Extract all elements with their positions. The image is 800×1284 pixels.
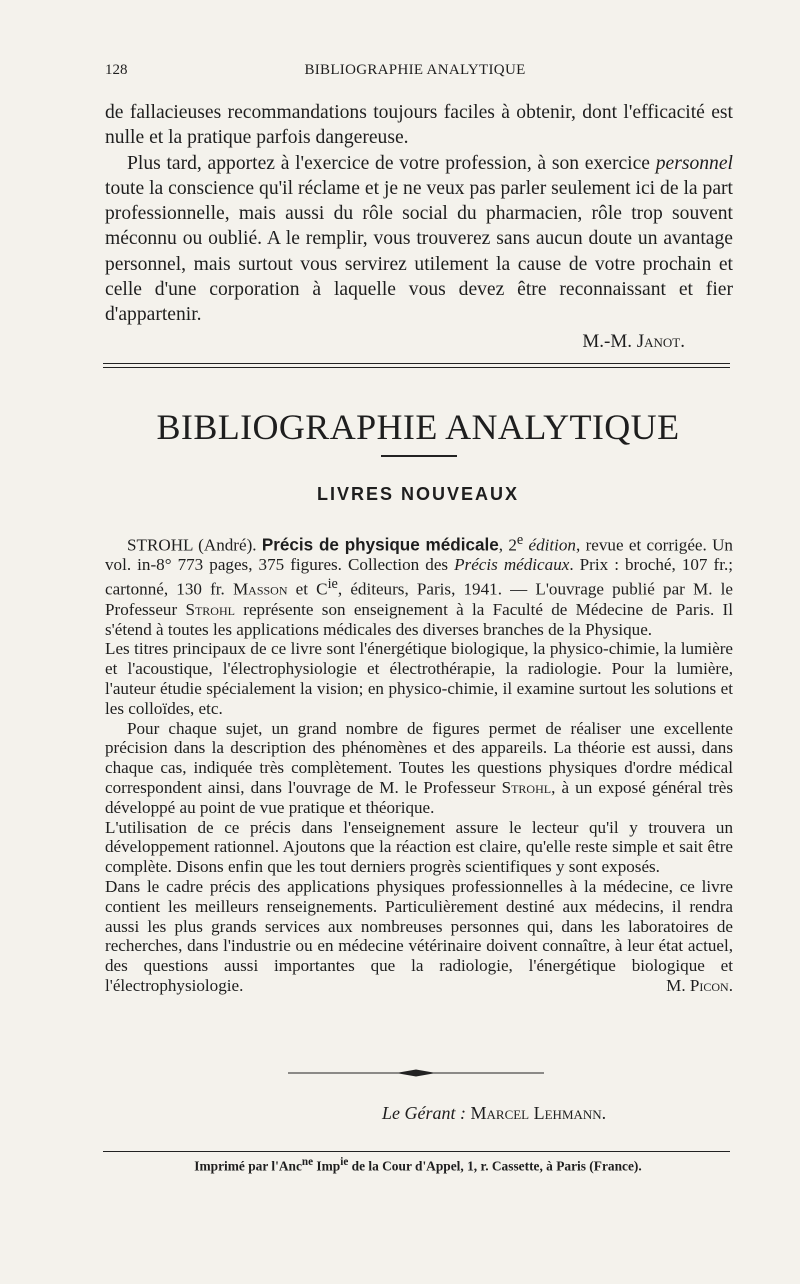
title-underline xyxy=(381,455,457,457)
paragraph: STROHL (André). Précis de physique médicale, 2e édition, revue et corrigée. Un vol. in-8° 773 pages, 375 figures. Collection des Précis médicaux. Prix : broché, 107 fr.; cartonné, 130 fr. Masson et $C^{ie}$, éditeurs, Paris, 1941. — L'ouvrage publié par M. le Professeur Strohl représente son enseignement à la Faculté de Médecine de Paris. Il s'étend à toutes les applications médicales des diverses branches de la Physique. xyxy=(105,532,733,639)
running-title: BIBLIOGRAPHIE ANALYTIQUE xyxy=(304,62,526,78)
paragraph: Pour chaque sujet, un grand nombre de figures permet de réaliser une excellente précision dans la description des phénomènes et des appareils. La théorie est aussi, dans chaque cas, indiquée très complètement. Toutes les questions physiques d'ordre médical correspondent ainsi, dans l'ouvrage de M. le Professeur Strohl, à un exposé général très développé au point de vue pratique et théorique. xyxy=(105,718,734,817)
footer-rule xyxy=(103,1151,730,1152)
running-header xyxy=(105,62,725,84)
section-divider xyxy=(103,367,730,368)
reviewer-signature: M. Picon. xyxy=(666,975,733,995)
previous-article-ending xyxy=(105,100,733,328)
page-number: 128 xyxy=(105,62,128,78)
paragraph: Plus tard, apportez à l'exercice de votre profession, à son exercice personnel toute la conscience qu'il réclame et je ne veux pas parler seulement ici de la part professionnelle, mais aussi du rôle social du pharmacien, rôle trop souvent méconnu ou oublié. A le remplir, vous trouverez sans aucun doute un avantage personnel, mais surtout vous servirez utilement la cause de votre prochain et celle d'une corporation à laquelle vous devez être reconnaissant et fier d'appartenir. xyxy=(105,152,733,326)
paragraph: de fallacieuses recommandations toujours faciles à obtenir, dont l'efficacité est nulle et la pratique parfois dangereuse. xyxy=(105,102,733,149)
section-divider xyxy=(103,363,730,364)
book-review xyxy=(105,531,733,996)
paragraph: Les titres principaux de ce livre sont l'énergétique biologique, la physico-chimie, la lumière et l'acoustique, l'électrophysiologie et électrothérapie, la radiologie. Pour la lumière, l'auteur étudie spécialement la vision; en physico-chimie, il examine surtout les solutions et les colloïdes, etc. xyxy=(105,639,733,718)
book-title: Précis de physique médicale xyxy=(261,535,499,555)
author-signature: M.-M. Janot. xyxy=(582,331,685,352)
section-title: BIBLIOGRAPHIE ANALYTIQUE xyxy=(156,407,680,447)
printer-imprint: Imprimé par l'Anc$^{ne}$ Imp$^{ie}$ de la Cour d'Appel, 1, r. Cassette, à Paris (France). xyxy=(194,1156,642,1174)
manager-line: Le Gérant : Marcel Lehmann. xyxy=(382,1103,607,1123)
ornament-rule-icon xyxy=(288,1069,544,1077)
paragraph: L'utilisation de ce précis dans l'enseignement assure le lecteur qu'il y trouvera un développement rationnel. Ajoutons que la réaction est claire, qu'elle reste simple et sait être complète. Disons enfin que les tout derniers progrès scientifiques y sont exposés. xyxy=(105,817,733,877)
section-subtitle: LIVRES NOUVEAUX xyxy=(316,484,520,504)
paragraph: Dans le cadre précis des applications physiques professionnelles à la médecine, ce livre contient les meilleurs renseignements. Particulièrement destiné aux médecins, il rendra aussi les plus grands services aux nombreuses personnes qui, dans les laboratoires de recherches, dans l'industrie ou en médecine vétérinaire doivent connaître, à leur état actuel, des questions aussi importantes que la radiologie, l'énergétique biologique et l'électrophysiologie. M. Picon. xyxy=(105,876,733,995)
